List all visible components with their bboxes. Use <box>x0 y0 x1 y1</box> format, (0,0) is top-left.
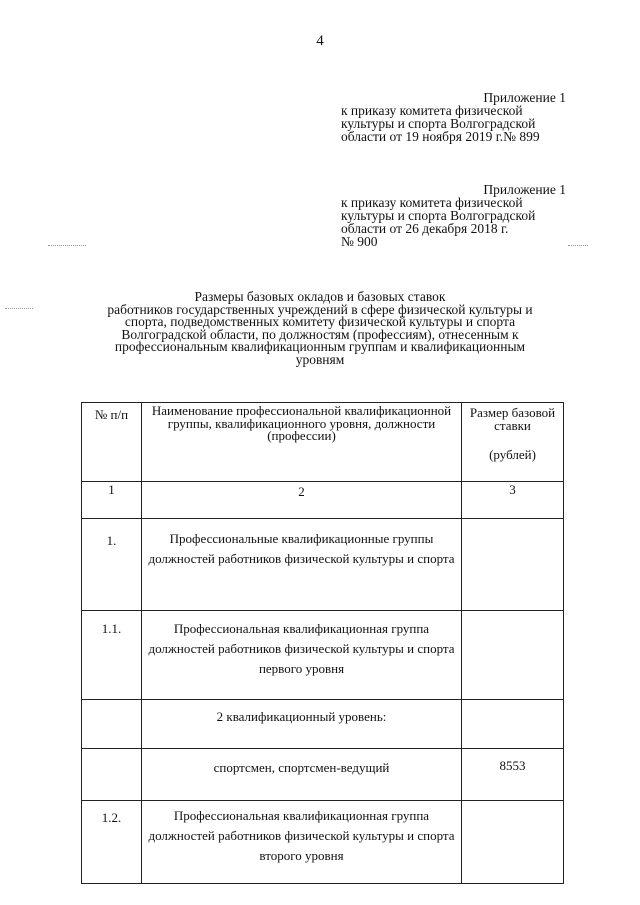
appendix-line: № 900 <box>341 234 378 249</box>
heading-line: спорта, подведомственных комитету физической культуры и спорта <box>124 314 516 329</box>
row-num <box>82 749 142 801</box>
table-row <box>82 519 564 611</box>
rates-table <box>81 402 564 884</box>
header-num: № п/п <box>82 403 142 482</box>
page-number: 4 <box>316 33 324 49</box>
appendix-line: к приказу комитета физической <box>341 103 523 118</box>
scan-artifact <box>48 245 86 246</box>
heading-line: Волгоградской области, по должностям (профессиям), отнесенным к <box>121 326 519 342</box>
index-cell: 3 <box>462 482 564 519</box>
appendix-text <box>341 196 566 248</box>
row-name: 2 квалификационный уровень: <box>142 700 462 749</box>
appendix-title: Приложение 1 <box>483 90 566 105</box>
appendix-line: культуры и спорта Волгоградской <box>341 116 536 131</box>
table-row <box>82 611 564 700</box>
appendix-title: Приложение 1 <box>483 182 566 197</box>
row-name: спортсмен, спортсмен-ведущий <box>142 749 462 801</box>
heading-line: работников государственных учреждений в сфере физической культуры и <box>107 301 533 317</box>
index-cell: 1 <box>82 482 142 519</box>
appendix-line: к приказу комитета физической <box>341 195 523 210</box>
header-rate-unit: (рублей) <box>489 447 536 462</box>
appendix-block-1 <box>341 91 566 143</box>
heading-line: Размеры базовых окладов и базовых ставок <box>194 289 446 304</box>
table-index-row <box>82 482 564 519</box>
table-row <box>82 749 564 801</box>
appendix-line: области от 19 ноября 2019 г.№ 899 <box>341 129 540 144</box>
index-cell: 2 <box>142 482 462 519</box>
row-rate <box>462 611 564 700</box>
row-num <box>82 700 142 749</box>
scan-artifact <box>568 245 588 246</box>
header-rate-label: Размер базовой ставки <box>469 405 556 433</box>
row-num: 1. <box>82 519 142 611</box>
row-num: 1.2. <box>82 801 142 884</box>
appendix-text <box>341 104 566 143</box>
heading-line: профессиональным квалификационным группам и квалификационным <box>114 339 526 354</box>
row-rate: 8553 <box>462 749 564 801</box>
row-name: Профессиональная квалификационная группа должностей работников физической культуры и спорта первого уровня <box>142 611 462 700</box>
table-header-row <box>82 403 564 482</box>
appendix-line: области от 26 декабря 2018 г. <box>341 221 509 236</box>
row-name: Профессиональные квалификационные группы должностей работников физической культуры и спорта <box>142 519 462 611</box>
appendix-block-2 <box>341 183 566 248</box>
row-num: 1.1. <box>82 611 142 700</box>
table-row <box>82 700 564 749</box>
row-rate <box>462 519 564 611</box>
row-rate <box>462 700 564 749</box>
row-rate <box>462 801 564 884</box>
scan-artifact <box>5 308 33 309</box>
heading-line: уровням <box>295 351 345 367</box>
header-name: Наименование профессиональной квалификационной группы, квалификационного уровня, должности (профессии) <box>142 403 462 482</box>
row-name: Профессиональная квалификационная группа должностей работников физической культуры и спорта второго уровня <box>142 801 462 884</box>
header-rate <box>462 403 564 482</box>
appendix-line: культуры и спорта Волгоградской <box>341 208 536 223</box>
document-heading <box>78 291 562 366</box>
table-row <box>82 801 564 884</box>
